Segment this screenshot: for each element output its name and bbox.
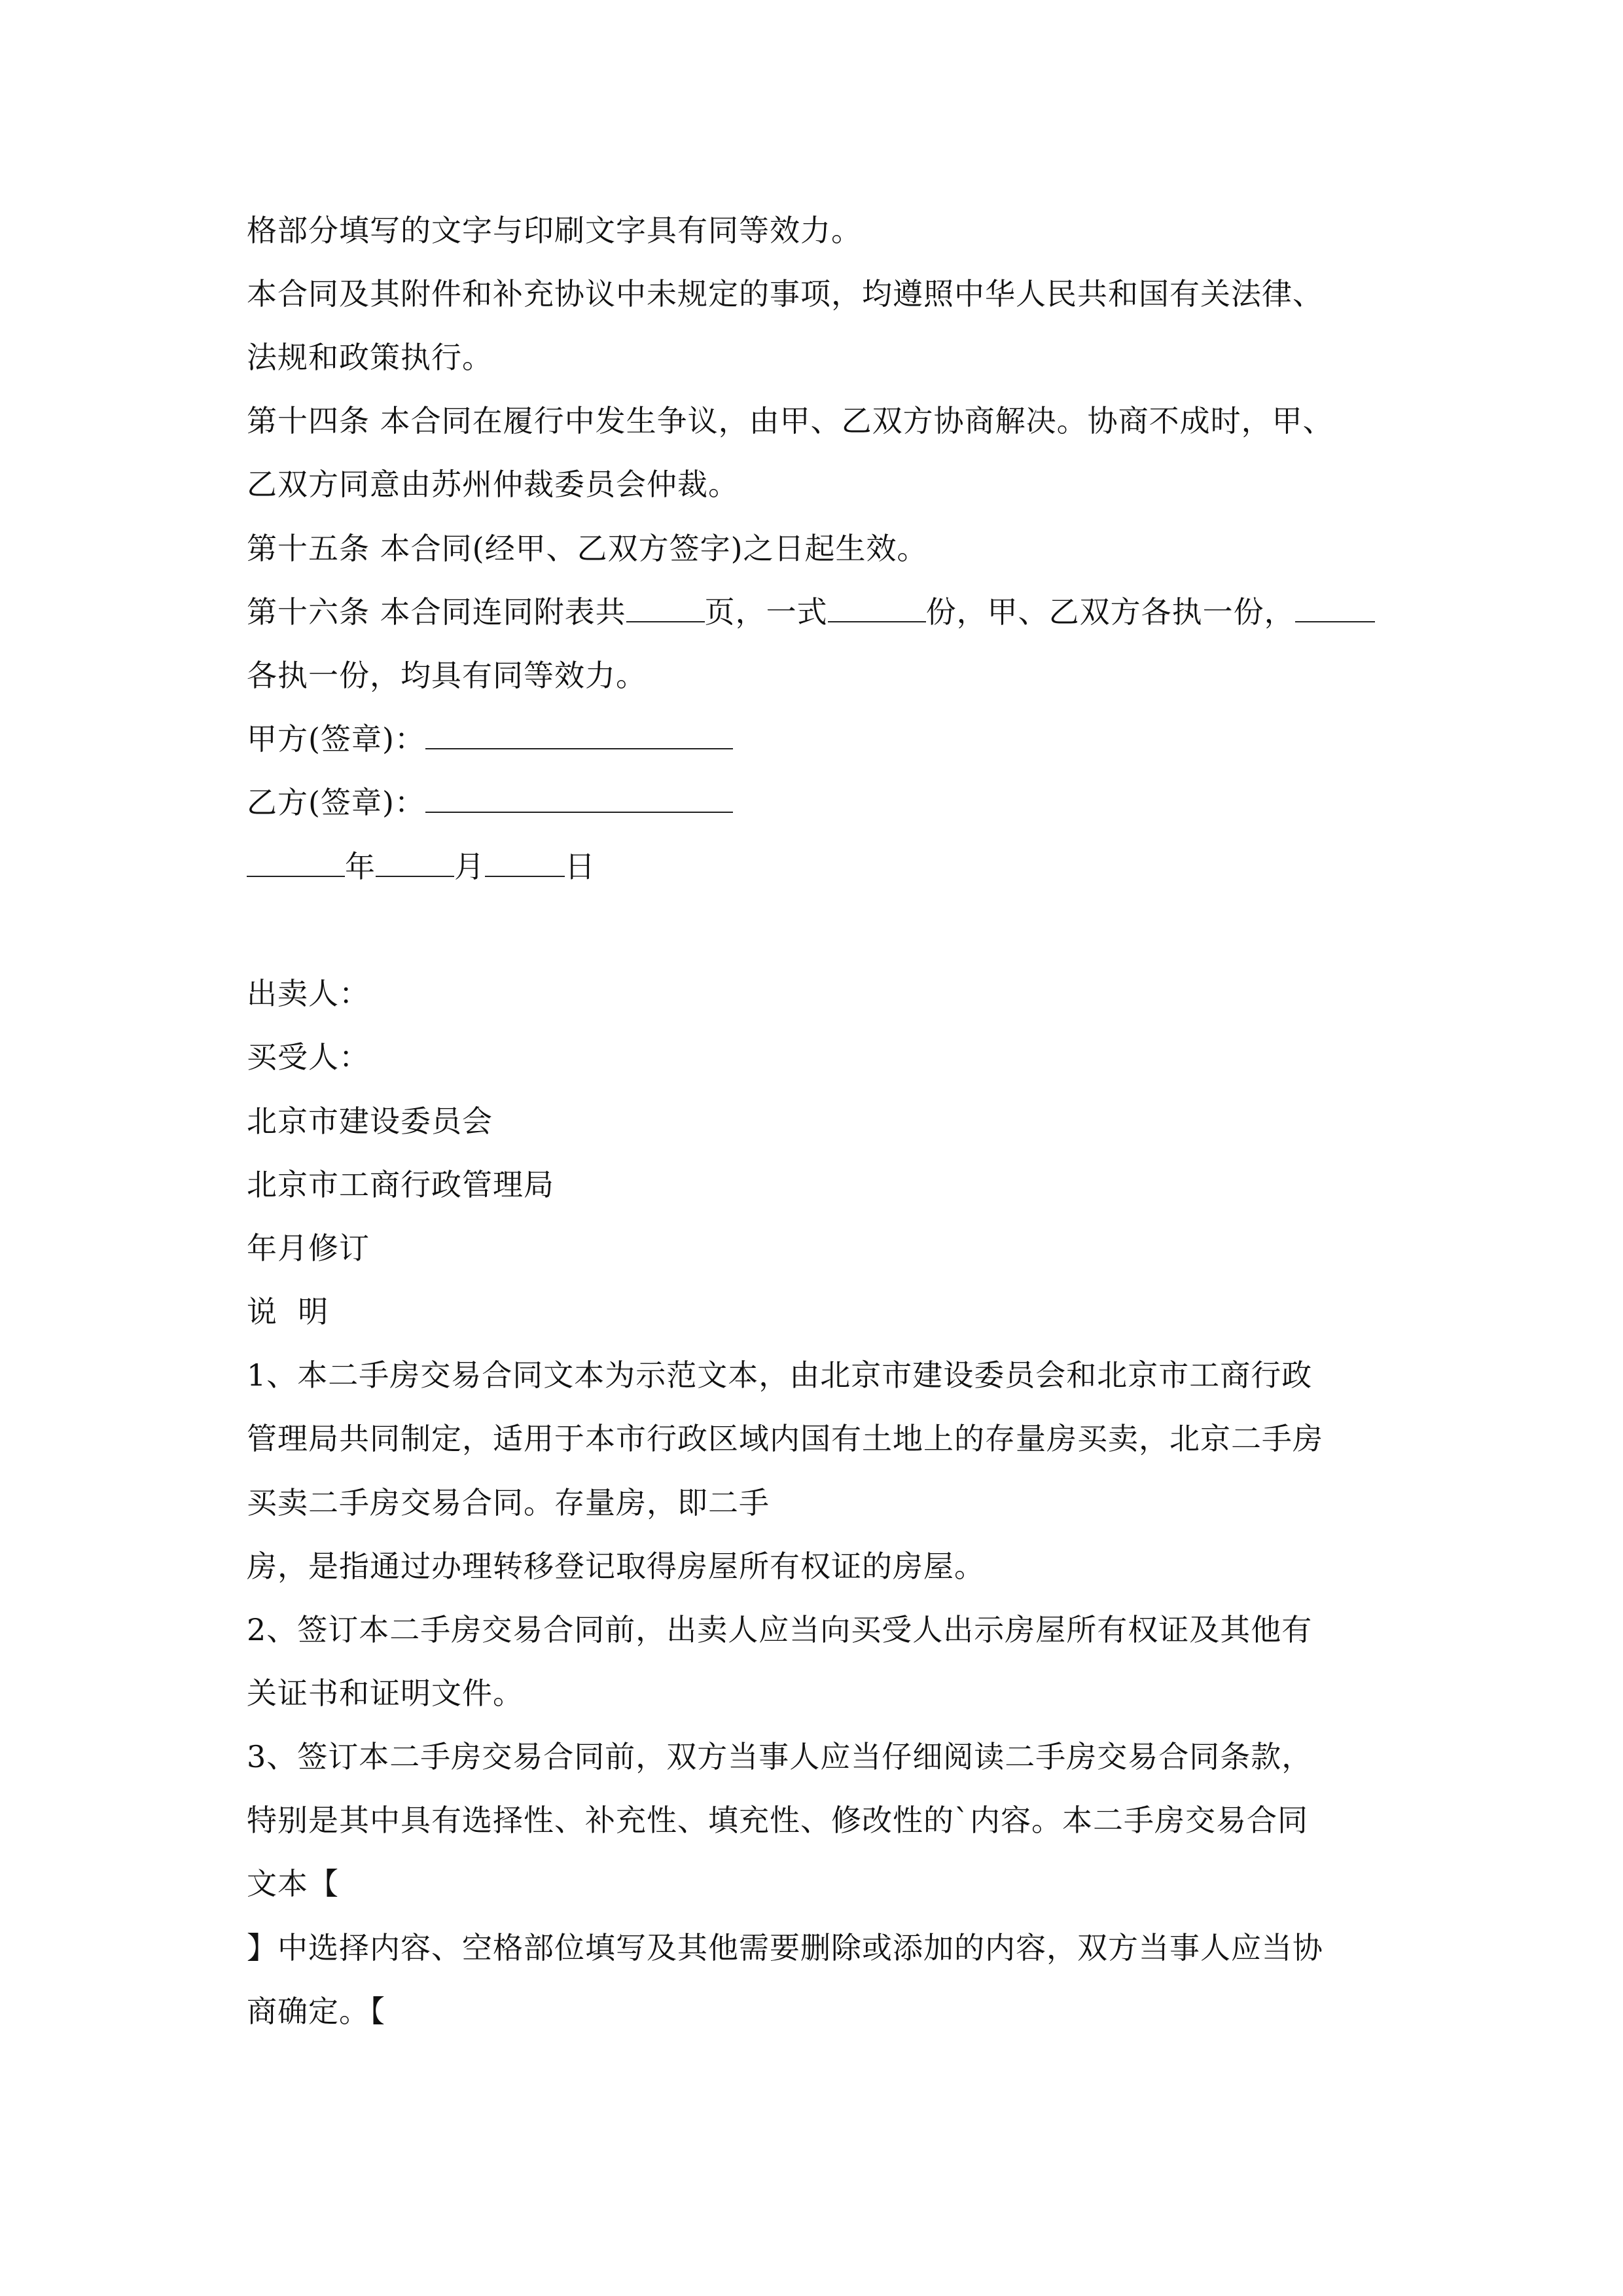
text-line: 本合同及其附件和补充协议中未规定的事项，均遵照中华人民共和国有关法律、 xyxy=(247,276,1323,312)
note-line: 】中选择内容、空格部位填写及其他需要删除或添加的内容，双方当事人应当协 xyxy=(247,1930,1323,1965)
section-heading: 说 明 xyxy=(247,1294,329,1329)
text-line: 法规和政策执行。 xyxy=(247,340,493,375)
revision-line: 年月修订 xyxy=(247,1230,370,1266)
text-line: 格部分填写的文字与印刷文字具有同等效力。 xyxy=(247,213,862,248)
text-line: 各执一份，均具有同等效力。 xyxy=(247,658,647,693)
note-line: 文本【 xyxy=(247,1866,339,1901)
note-line: 商确定。【 xyxy=(247,1994,385,2029)
note-line: 管理局共同制定，适用于本市行政区域内国有土地上的存量房买卖，北京二手房 xyxy=(247,1421,1323,1456)
buyer-label: 买受人： xyxy=(247,1039,370,1075)
note-line: 2、签订本二手房交易合同前，出卖人应当向买受人出示房屋所有权证及其他有 xyxy=(247,1612,1313,1647)
note-line: 特别是其中具有选择性、补充性、填充性、修改性的`内容。本二手房交易合同 xyxy=(247,1803,1308,1838)
holder-blank[interactable] xyxy=(1295,592,1375,622)
note-line: 3、签订本二手房交易合同前，双方当事人应当仔细阅读二手房交易合同条款， xyxy=(247,1739,1313,1774)
year-label: 年 xyxy=(345,849,376,884)
note-line: 关证书和证明文件。 xyxy=(247,1676,524,1711)
text-line: 乙双方同意由苏州仲裁委员会仲裁。 xyxy=(247,467,739,502)
note-line: 买卖二手房交易合同。存量房，即二手 xyxy=(247,1485,770,1520)
issuer-line: 北京市建设委员会 xyxy=(247,1103,493,1139)
month-blank[interactable] xyxy=(376,847,454,877)
day-label: 日 xyxy=(565,849,596,884)
party-b-signature-line xyxy=(247,783,733,822)
note-line: 1、本二手房交易合同文本为示范文本，由北京市建设委员会和北京市工商行政 xyxy=(247,1357,1313,1393)
month-label: 月 xyxy=(454,849,485,884)
date-line xyxy=(247,847,596,886)
day-blank[interactable] xyxy=(485,847,565,877)
party-a-signature-line xyxy=(247,719,733,759)
article-16-text: 份，甲、乙双方各执一份， xyxy=(925,594,1295,630)
party-b-label: 乙方(签章)： xyxy=(247,785,425,820)
article-14-line: 第十四条 本合同在履行中发生争议，由甲、乙双方协商解决。协商不成时，甲、 xyxy=(247,403,1334,439)
article-16-line xyxy=(247,592,1375,632)
note-line: 房，是指通过办理转移登记取得房屋所有权证的房屋。 xyxy=(247,1549,985,1584)
article-16-text: 第十六条 本合同连同附表共 xyxy=(247,594,626,630)
issuer-line: 北京市工商行政管理局 xyxy=(247,1167,554,1202)
party-b-signature-blank[interactable] xyxy=(425,783,733,813)
article-16-text: 页，一式 xyxy=(704,594,828,630)
party-a-signature-blank[interactable] xyxy=(425,719,733,749)
copies-blank[interactable] xyxy=(828,592,926,622)
page-count-blank[interactable] xyxy=(626,592,705,622)
party-a-label: 甲方(签章)： xyxy=(247,721,425,757)
article-15-line: 第十五条 本合同(经甲、乙双方签字)之日起生效。 xyxy=(247,531,928,566)
year-blank[interactable] xyxy=(247,847,345,877)
seller-label: 出卖人： xyxy=(247,976,370,1011)
